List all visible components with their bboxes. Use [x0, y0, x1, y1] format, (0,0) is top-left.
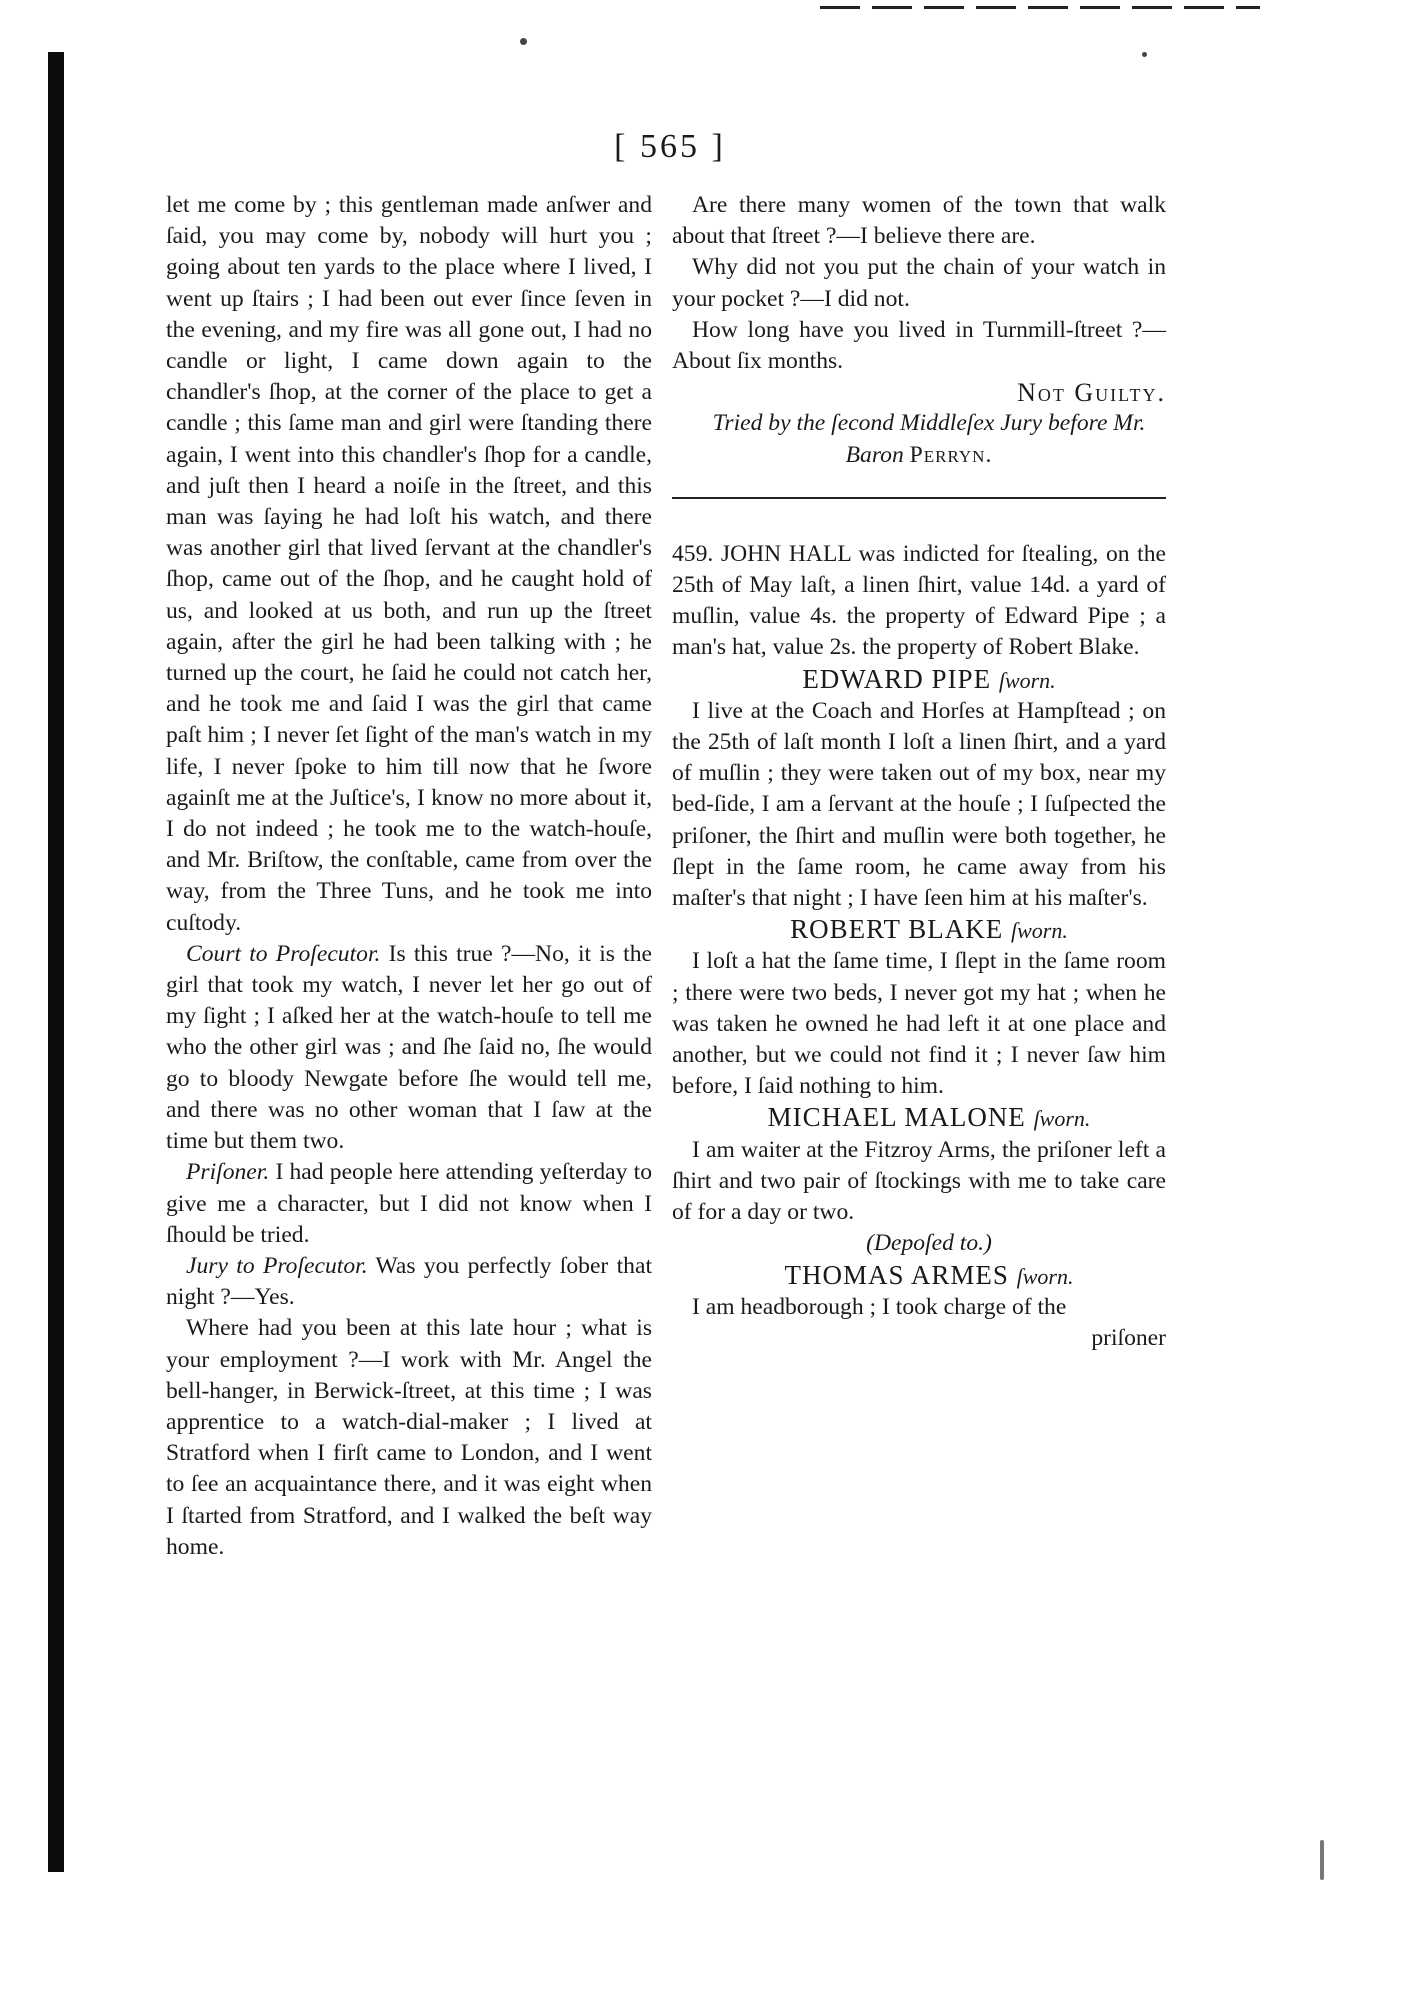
witness-name: MICHAEL MALONE [767, 1102, 1026, 1133]
paragraph-text: Was you perfectly ſober that night ?—Yes. [166, 1252, 652, 1311]
witness-name: EDWARD PIPE [802, 663, 992, 694]
sworn-label: ſworn. [1016, 1263, 1074, 1289]
paragraph-text: I had people here attending yeſterday to give me a character, but I did not know when I ſhould be tried. [166, 1159, 652, 1248]
verdict: Not Guilty. [1017, 378, 1166, 408]
witness-heading [672, 1102, 1166, 1134]
binding-edge [48, 52, 64, 1872]
ink-speck [1142, 52, 1147, 57]
paragraph: Are there many women of the town that walk about that ſtreet ?—I believe there are. [672, 192, 1166, 250]
ink-speck [520, 38, 527, 45]
sworn-label: ſworn. [1011, 918, 1068, 944]
testimony: I live at the Coach and Horſes at Hampſtead ; on the 25th of laſt month I loſt a linen ſhirt, and a yard of muſlin ; they were taken out of my box, near my bed-ſide, I am a ſervant at the houſe ; I ſuſpected the priſoner, the ſhirt and muſlin were both together, he ſlept in the ſame room, he came away from his maſter's that night ; I have ſeen him at his maſter's. [672, 697, 1166, 912]
paragraph-text: Is this true ?—No, it is the girl that took my watch, I never let her go out of my ſight ; I aſked her at the watch-houſe to tell me who the other girl was ; and ſhe ſaid no, ſhe would go to bloody Newgate before ſhe would tell me, and there was no other woman that I ſaw at the time but them two. [166, 940, 652, 1155]
witness-heading [672, 1260, 1166, 1292]
paragraph [166, 1251, 652, 1313]
top-rule [820, 6, 1260, 9]
paragraph: How long have you lived in Turnmill-ſtreet ?—About ſix months. [672, 316, 1166, 375]
testimony: I am waiter at the Fitzroy Arms, the priſoner left a ſhirt and two pair of ſtockings with me to take care of for a day or two. [672, 1136, 1166, 1226]
paragraph: Why did not you put the chain of your watch in your pocket ?—I did not. [672, 254, 1166, 312]
testimony: I loſt a hat the ſame time, I ſlept in the ſame room ; there were two beds, I never got my hat ; when he was taken he owned he had left it at one place and another, but we could not find it ; I never ſaw him before, I ſaid nothing to him. [672, 948, 1166, 1100]
testimony: I am headborough ; I took charge of the [692, 1293, 1067, 1320]
speaker-label: Court to Proſecutor. [186, 940, 381, 967]
speaker-label: Jury to Proſecutor. [186, 1252, 368, 1279]
paragraph [166, 939, 652, 1157]
paragraph [166, 1157, 652, 1251]
witness-heading [672, 664, 1166, 696]
section-rule [672, 497, 1166, 499]
paragraph: Where had you been at this late hour ; what is your employment ?—I work with Mr. Angel the bell-hanger, in Berwick-ſtreet, at this time ; I was apprentice to a watch-dial-maker ; I lived at Stratford when I firſt came to London, and I went to ſee an acquaintance there, and it was eight when I ſtarted from Stratford, and I walked the beſt way home. [166, 1315, 652, 1560]
witness-heading [672, 914, 1166, 946]
left-column [166, 190, 652, 1563]
case-heading: 459. JOHN HALL was indicted for ſtealing, on the 25th of May laſt, a linen ſhirt, value 14d. a yard of muſlin, value 4s. the property of Edward Pipe ; a man's hat, value 2s. the property of Robert Blake. [672, 540, 1166, 661]
witness-name: ROBERT BLAKE [790, 914, 1004, 945]
paragraph: let me come by ; this gentleman made anſwer and ſaid, you may come by, nobody will hurt you ; going about ten yards to the place where I lived, I went up ſtairs ; I had been out ever ſince ſeven in the evening, and my fire was all gone out, I had no candle or light, I came down again to the chandler's ſhop, at the corner of the place to get a candle ; this ſame man and girl were ſtanding there again, I went into this chandler's ſhop for a candle, and juſt then I heard a noiſe in the ſtreet, and this man was ſaying he had loſt his watch, and there was another girl that lived ſervant at the chandler's ſhop, came out of the ſhop, and he caught hold of us, and looked at us both, and run up the ſtreet again, after the girl he had been talking with ; he turned up the court, he ſaid he could not catch her, and he took me and ſaid I was the girl that came paſt him ; I never ſet ſight of the man's watch in my life, I never ſpoke to him till now that he ſwore againſt me at the Juſtice's, I know no more about it, I do not indeed ; he took me to the watch-houſe, and Mr. Briſtow, the conſtable, came from over the way, from the Three Tuns, and he took me into cuſtody. [166, 192, 652, 936]
tried-line [672, 408, 1166, 470]
page-number: [ 565 ] [614, 128, 726, 165]
ink-speck [1320, 1840, 1324, 1880]
sworn-label: ſworn. [998, 667, 1056, 693]
witness-name: THOMAS ARMES [784, 1259, 1009, 1290]
judge-name: Perryn. [909, 441, 993, 468]
tried-prefix: Tried by the ſecond Middleſex Jury before Mr. Baron [712, 410, 1146, 468]
catchword: priſoner [1091, 1324, 1166, 1351]
right-column [672, 190, 1166, 1354]
speaker-label: Priſoner. [186, 1159, 270, 1186]
deposed-note: (Depoſed to.) [866, 1230, 992, 1257]
sworn-label: ſworn. [1033, 1106, 1091, 1132]
